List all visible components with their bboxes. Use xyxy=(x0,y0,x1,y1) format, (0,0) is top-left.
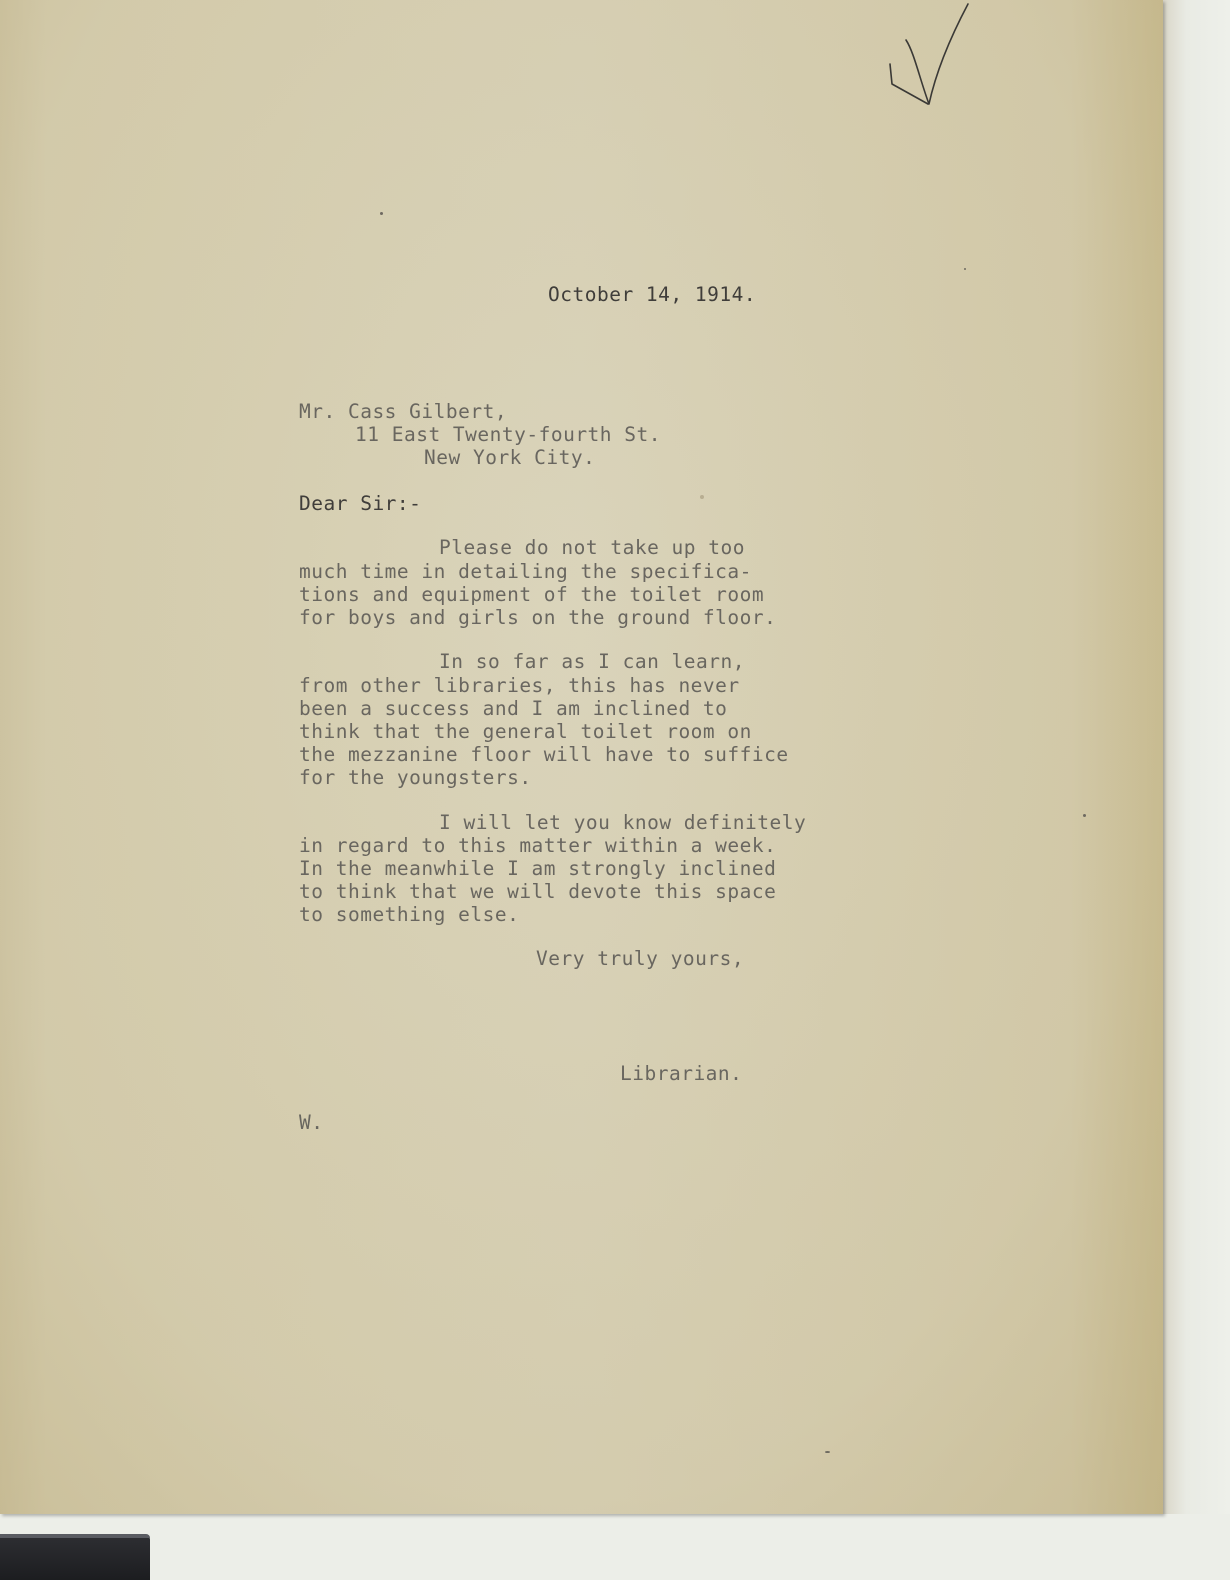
closing: Very truly yours, xyxy=(536,947,745,970)
paragraph-line: to think that we will devote this space xyxy=(299,880,777,903)
paragraph-line: In the meanwhile I am strongly inclined xyxy=(299,857,777,880)
scanner-clip xyxy=(0,1534,150,1580)
paper-speck xyxy=(825,1451,830,1453)
signature-title: Librarian. xyxy=(620,1062,743,1085)
paragraph-line: In so far as I can learn, xyxy=(439,650,745,673)
paragraph-line: to something else. xyxy=(299,903,520,926)
paper-speck xyxy=(700,495,704,499)
recipient-city: New York City. xyxy=(424,446,596,469)
paragraph-line: tions and equipment of the toilet room xyxy=(299,583,765,606)
paper-speck xyxy=(380,212,383,215)
paragraph-line: I will let you know definitely xyxy=(439,811,807,834)
paragraph-line: in regard to this matter within a week. xyxy=(299,834,777,857)
paper-speck xyxy=(964,268,966,270)
paper-speck xyxy=(1083,814,1086,817)
paragraph-line: been a success and I am inclined to xyxy=(299,697,728,720)
recipient-name: Mr. Cass Gilbert, xyxy=(299,400,508,423)
paragraph-line: think that the general toilet room on xyxy=(299,720,752,743)
scan-margin-right xyxy=(1163,0,1230,1580)
paragraph-line: for the youngsters. xyxy=(299,766,532,789)
paragraph-line: for boys and girls on the ground floor. xyxy=(299,606,777,629)
scanner-clip-edge xyxy=(0,1534,150,1538)
pencil-checkmark-icon xyxy=(884,0,974,110)
paragraph-line: from other libraries, this has never xyxy=(299,674,740,697)
paragraph-line: much time in detailing the specifica- xyxy=(299,560,752,583)
salutation: Dear Sir:- xyxy=(299,492,422,515)
paragraph-line: Please do not take up too xyxy=(439,536,745,559)
paragraph-line: the mezzanine floor will have to suffice xyxy=(299,743,789,766)
letter-date: October 14, 1914. xyxy=(548,283,757,306)
recipient-street: 11 East Twenty-fourth St. xyxy=(355,423,661,446)
scan-margin-bottom xyxy=(0,1514,1230,1580)
typist-initials: W. xyxy=(299,1111,324,1134)
